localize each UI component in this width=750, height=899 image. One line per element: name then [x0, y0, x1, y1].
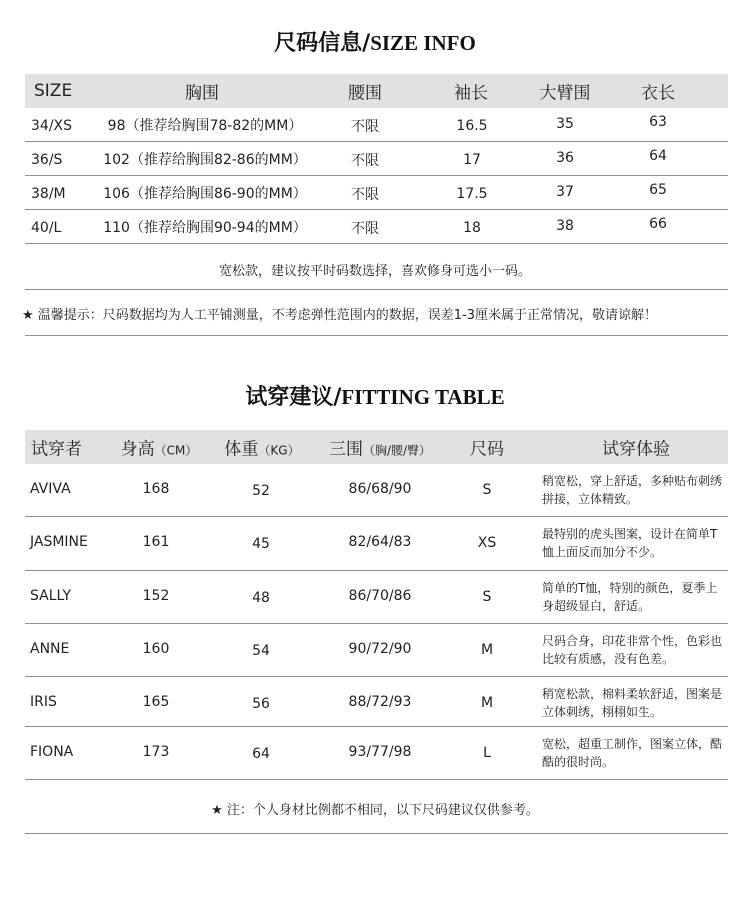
fitting-cell-measure: 93/77/98: [348, 744, 412, 760]
fitting-cell-name: AVIVA: [30, 481, 71, 497]
size-tip: ★ 温馨提示：尺码数据均为人工平铺测量，不考虑弹性范围内的数据，误差1-3厘米属于正常情况，敬请谅解！: [22, 308, 658, 323]
size-table-header: [25, 74, 728, 108]
header-arm: 大臂围: [539, 83, 591, 104]
divider: [25, 833, 728, 834]
size-info-title-cn: 尺码信息/: [274, 31, 371, 56]
size-info-title-en: SIZE INFO: [370, 31, 476, 55]
fitting-cell-size: S: [482, 482, 492, 498]
size-row: [25, 142, 728, 176]
header-length: 衣长: [641, 83, 675, 104]
size-row: [25, 108, 728, 142]
header-measure: [329, 435, 431, 460]
header-weight: [224, 435, 299, 460]
size-cell-waist: 不限: [351, 119, 379, 135]
fitting-cell-size: M: [480, 642, 494, 658]
size-note: 宽松款，建议按平时码数选择，喜欢修身可选小一码。: [218, 264, 531, 279]
size-cell-arm: 37: [556, 184, 574, 200]
divider: [25, 289, 728, 290]
header-size: 尺码: [470, 439, 504, 460]
fitting-cell-height: 168: [142, 481, 170, 497]
header-height: [121, 435, 198, 460]
fitting-cell-measure: 86/70/86: [348, 588, 412, 604]
size-cell-length: 63: [649, 114, 667, 130]
fitting-row: [25, 624, 728, 677]
fitting-cell-height: 173: [142, 744, 170, 760]
fitting-cell-weight: 64: [252, 746, 270, 762]
fitting-title-en: FITTING TABLE: [341, 385, 505, 409]
size-cell-chest: 102（推荐给胸围82-86的MM）: [103, 152, 307, 168]
fitting-cell-experience: 尺码合身，印花非常个性，色彩也比较有质感，没有色差。: [542, 634, 723, 666]
fitting-cell-experience: 稍宽松，穿上舒适，多种贴布刺绣拼接，立体精致。: [542, 474, 723, 506]
fitting-cell-name: ANNE: [30, 641, 70, 657]
fitting-cell-experience: 稍宽松款，棉料柔软舒适，图案是立体刺绣，栩栩如生。: [542, 687, 723, 719]
size-cell-waist: 不限: [351, 153, 379, 169]
header-chest: 胸围: [185, 83, 219, 104]
fitting-row: [25, 677, 728, 727]
fitting-cell-weight: 48: [252, 590, 270, 606]
fitting-cell-size: L: [483, 745, 491, 761]
fitting-cell-experience: 简单的T恤，特别的颜色，夏季上身超级显白，舒适。: [542, 581, 718, 613]
fitting-cell-size: XS: [477, 535, 497, 551]
fitting-row: [25, 727, 728, 780]
header-weight-label: 体重: [224, 439, 259, 460]
size-cell-arm: 35: [556, 116, 574, 132]
size-cell-length: 66: [649, 216, 667, 232]
fitting-cell-measure: 82/64/83: [348, 534, 412, 550]
fitting-title-cn: 试穿建议/: [245, 385, 342, 410]
size-cell-sleeve: 18: [463, 220, 481, 236]
size-cell-size: 36/S: [31, 152, 63, 168]
fitting-cell-measure: 90/72/90: [348, 641, 412, 657]
size-cell-sleeve: 16.5: [456, 118, 488, 134]
header-experience: 试穿体验: [602, 439, 670, 460]
fitting-cell-weight: 54: [252, 643, 270, 659]
fitting-cell-measure: 86/68/90: [348, 481, 412, 497]
divider: [25, 335, 728, 336]
header-height-label: 身高: [120, 439, 155, 460]
fitting-row: [25, 517, 728, 571]
fitting-cell-measure: 88/72/93: [348, 694, 412, 710]
header-size: SIZE: [34, 81, 73, 101]
fitting-cell-experience: 最特别的虎头图案，设计在简单T恤上面反而加分不少。: [542, 527, 718, 559]
size-cell-chest: 106（推荐给胸围86-90的MM）: [103, 186, 307, 202]
header-measure-unit: （胸/腰/臀）: [362, 443, 432, 458]
fitting-cell-weight: 56: [252, 696, 270, 712]
header-measure-label: 三围: [328, 439, 363, 460]
fitting-cell-name: FIONA: [30, 744, 74, 760]
fitting-table-header: [25, 430, 728, 464]
size-cell-waist: 不限: [351, 187, 379, 203]
size-cell-waist: 不限: [351, 221, 379, 237]
size-cell-sleeve: 17: [463, 152, 481, 168]
size-cell-size: 34/XS: [31, 118, 73, 134]
fitting-cell-height: 165: [142, 694, 170, 710]
size-cell-chest: 110（推荐给胸围90-94的MM）: [103, 220, 307, 236]
fitting-cell-weight: 52: [252, 483, 270, 499]
header-weight-unit: （KG）: [258, 443, 300, 458]
fitting-cell-height: 152: [142, 588, 170, 604]
size-cell-sleeve: 17.5: [456, 186, 488, 202]
size-cell-chest: 98（推荐给胸围78-82的MM）: [107, 118, 303, 134]
fitting-row: [25, 571, 728, 624]
fitting-cell-name: SALLY: [30, 588, 72, 604]
header-name: 试穿者: [31, 439, 82, 460]
fitting-cell-size: S: [482, 589, 492, 605]
size-row: [25, 210, 728, 244]
fitting-cell-height: 161: [142, 534, 170, 550]
fitting-cell-height: 160: [142, 641, 170, 657]
size-cell-size: 38/M: [31, 186, 66, 202]
size-row: [25, 176, 728, 210]
size-info-title: [0, 26, 750, 57]
size-cell-size: 40/L: [31, 220, 62, 236]
size-cell-length: 64: [649, 148, 667, 164]
fitting-title: [0, 380, 750, 411]
size-cell-arm: 38: [556, 218, 574, 234]
fitting-cell-name: IRIS: [30, 694, 57, 710]
fitting-cell-experience: 宽松，超重工制作，图案立体，酷酷的很时尚。: [542, 737, 723, 769]
fitting-cell-weight: 45: [252, 536, 270, 552]
header-sleeve: 袖长: [454, 83, 488, 104]
size-cell-arm: 36: [556, 150, 574, 166]
fitting-cell-name: JASMINE: [30, 534, 88, 550]
header-waist: 腰围: [348, 83, 382, 104]
size-cell-length: 65: [649, 182, 667, 198]
fitting-row: [25, 464, 728, 517]
fitting-cell-size: M: [480, 695, 494, 711]
header-height-unit: （CM）: [154, 443, 198, 458]
fitting-note: ★ 注：个人身材比例都不相同，以下尺码建议仅供参考。: [211, 803, 539, 818]
